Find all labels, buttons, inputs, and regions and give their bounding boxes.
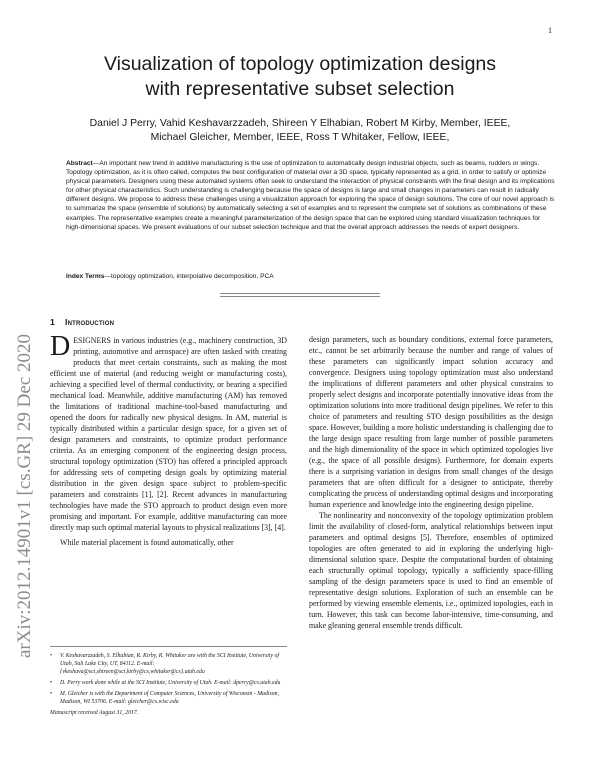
page-number: 1: [548, 26, 552, 35]
manuscript-note: Manuscript received August 31, 2017.: [50, 710, 139, 716]
footnote-bullet: •: [50, 653, 53, 659]
footnote-text: V. Keshavarzzadeh, S. Elhabian, R. Kirby, R. Whitaker are with the SCI Institute, University of Utah, Salt Lake City, UT, 84112. E-mail: {vkeshava@sci,shireen@sci,kirby@cs,whitaker@cs}.utah.edu: [60, 653, 279, 675]
drop-cap: D: [50, 331, 71, 362]
abstract-text: —An important new trend in additive manufacturing is the use of optimization to automatically design industrial objects, such as beams, rudders or wings. Topology optimization, as it is often called, computes the best configuration of material over a 3D space, typically represented as a grid, in order to satisfy or optimize physical parameters. Designers using these automated systems often seek to understand the interaction of physical constraints with the final design and its implications for other physical characteristics. Such understanding is challenging because the space of designs is large and small changes in parameters can result in radically different designs. We propose to address these challenges using a visualization approach for exploring the space of design solutions. The core of our novel approach is to summarize the space (ensemble of solutions) by automatically selecting a set of examples and to represent the complete set of solutions as combinations of these examples. The representative examples create a meaningful parameterization of the design space that can be explored using standard visualization techniques for high-dimensional spaces. We present evaluations of our subset selection technique and that the overall approach addresses the needs of expert designers.: [66, 160, 555, 231]
intro-paragraph-1-text: ESIGNERS in various industries (e.g., machinery construction, 3D printing, automotive and aerospace) are often tasked with creating products that meet certain constraints, such as making the most efficient use of material (and reducing weight or manufacturing costs), achieving a specified level of thermal conductivity, or bearing a specified mechanical load. Meanwhile, additive manufacturing (AM) has removed the limitations of traditional machine-tool-based manufacturing and opened the doors for radically new physical designs. In AM, material is typically distributed within a particular design space, for a given set of design parameters and constraints, to optimize product performance criteria. As an emerging component of the engineering design process, structural topology optimization (STO) has offered a principled approach for addressing sets of competing design goals by optimizing material distribution in the given design space subject to problem-specific parameters and constraints [1], [2]. Recent advances in manufacturing technologies have made the STO approach to product design even more promising and important. For example, additive manufacturing can more directly map such optimal material layouts to physical realizations [3], [4].: [50, 336, 287, 532]
authors-line-2: Michael Gleicher, Member, IEEE, Ross T Whitaker, Fellow, IEEE,: [150, 132, 450, 143]
footnote-text: M. Gleicher is with the Department of Computer Sciences, University of Wisconsin - Madison, Madison, WI 53706. E-mail: gleicher@cs.wisc.edu: [60, 691, 279, 705]
left-column: [50, 331, 287, 548]
intro-paragraph-3: design parameters, such as boundary conditions, external force parameters, etc., cannot be set arbitrarily because the number and range of values of these parameters can significantly impact solution accuracy and convergence. Designers using topology optimization must also understand the implications of different parameters and other physical constrains to properly select designs and incorporate potentially innovative ideas from the optimization solutions into more traditional design pipelines. We refer to this choice of parameters and resulting STO design possibilities as the design space. However, building a more holistic understanding is challenging due to the large design space resulting from large number of possible parameters and the high dimensionality of the space in which optimized topologies live (e.g., the space of all possible designs). Furthermore, for domain experts there is a surprising variation in designs from small changes of the design parameters that are often difficult for a designer to anticipate, thereby complicating the process of understanding optimal designs and incorporating human experience and knowledge into the engineering design pipeline.: [309, 335, 553, 509]
abstract: [66, 159, 556, 232]
title-line-2: with representative subset selection: [145, 78, 455, 100]
footnote-bullet: •: [50, 691, 53, 697]
section-number: 1: [50, 317, 55, 327]
intro-paragraph-2: While material placement is found automatically, other: [60, 538, 234, 547]
section-heading: [50, 317, 114, 327]
index-terms-text: —topology optimization, interpolative decomposition, PCA: [104, 273, 274, 280]
footnote-item: [50, 652, 287, 676]
index-terms-label: Index Terms: [66, 273, 105, 280]
section-title: Introduction: [64, 317, 115, 327]
footnote-item: [50, 679, 287, 687]
footnote-rule: [50, 646, 287, 647]
right-column: [309, 334, 553, 631]
section-divider: [220, 293, 380, 297]
footnote-bullet: •: [50, 680, 53, 686]
paper-title: [40, 52, 560, 102]
abstract-label: Abstract: [66, 160, 93, 167]
intro-paragraph-1: [50, 331, 287, 533]
title-line-1: Visualization of topology optimization designs: [103, 53, 497, 75]
footnotes: [50, 652, 287, 717]
author-list: [60, 117, 540, 145]
footnote-text: D. Perry work done while at the SCI Institute, University of Utah. E-mail: dperry@cs.utah.edu: [60, 680, 281, 686]
intro-paragraph-4: The nonlinearity and nonconvexity of the topology optimization problem limit the availability of closed-form, analytical relationships between input parameters and optimal designs [5]. Therefore, ensembles of optimized topologies are often generated to aid in exploring the underlying high-dimensional solution space. Despite the computational burden of obtaining each structurally optimal topology, typically a sufficiently space-filling sampling of the design parameters space is used to find an ensemble of representative design solutions. Exploration of such an ensemble can be performed by viewing ensemble elements, i.e., optimized topologies, each in turn. However, this task can become labor-intensive, time-consuming, and make gleaning general ensemble trends difficult.: [309, 511, 553, 630]
arxiv-stamp: arXiv:2012.14901v1 [cs.GR] 29 Dec 2020: [14, 333, 35, 658]
authors-line-1: Daniel J Perry, Vahid Keshavarzzadeh, Shireen Y Elhabian, Robert M Kirby, Member, IEEE,: [89, 118, 511, 129]
footnote-item: [50, 690, 287, 706]
index-terms: [66, 272, 556, 281]
